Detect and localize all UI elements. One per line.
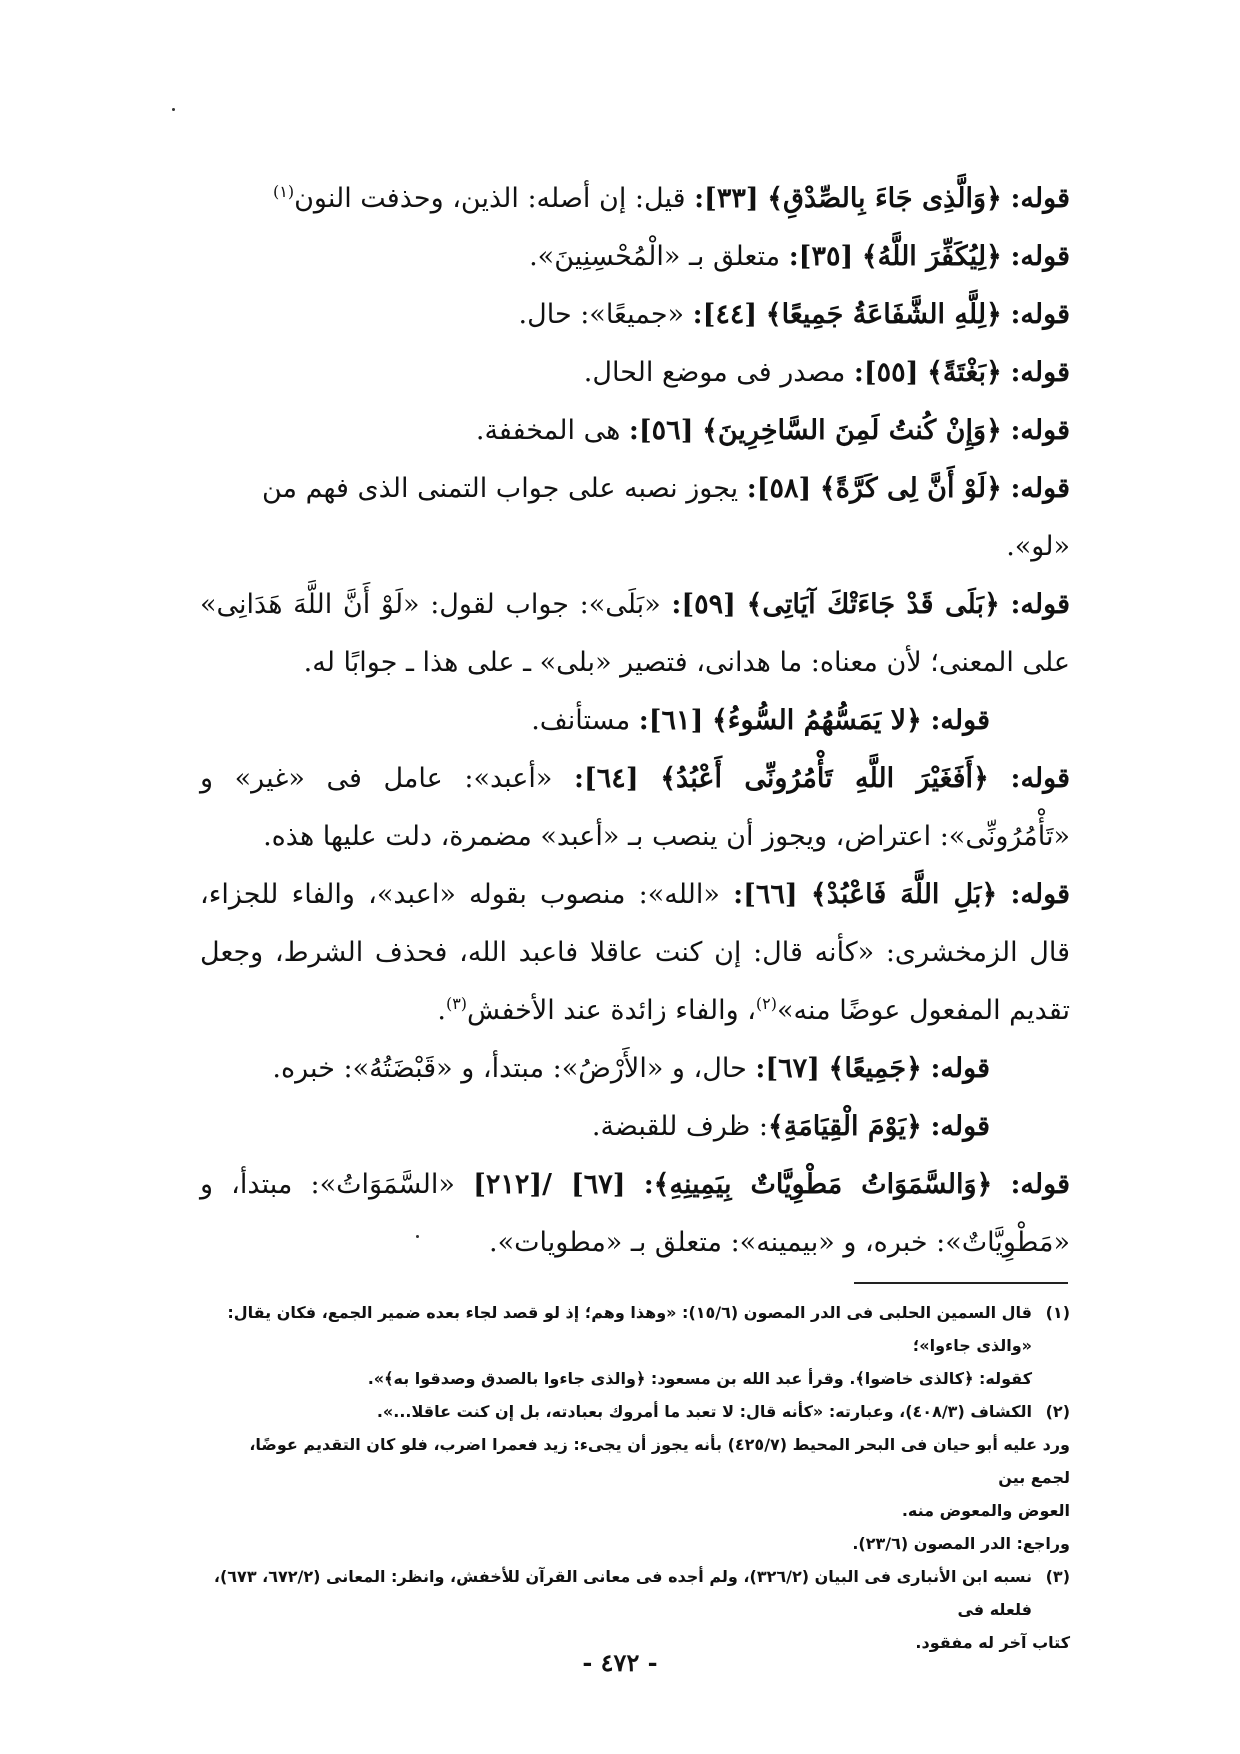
entry-text-cont: ، والفاء زائدة عند الأخفش	[467, 995, 756, 1026]
main-text	[200, 170, 1070, 1272]
quran-quote: ﴿لِيُكَفِّرَ اللَّهُ﴾	[861, 241, 1002, 272]
entry-label: قوله:	[1010, 299, 1070, 330]
footnote-body	[210, 1296, 1032, 1395]
footnote-1	[210, 1296, 1070, 1395]
footnote-line: قال السمين الحلبى فى الدر المصون (١٥/٦): «وهذا وهم؛ إذ لو قصد لجاء بعده ضمير الجمع، فكان يقال: «والذى جاءوا»؛	[227, 1303, 1032, 1355]
entry-text: «الله»: منصوب بقوله «اعبد»، والفاء للجزاء، قال الزمخشرى: «كأنه قال: إن كنت عاقلا فاعبد الله، فحذف الشرط، وجعل تقديم المفعول عوضًا منه»	[200, 879, 1070, 1026]
entry-61	[200, 692, 1070, 750]
quran-quote: ﴿أَفَغَيْرَ اللَّهِ تَأْمُرُونِّى أَعْبُدُ﴾	[660, 763, 989, 794]
ayah-number: [٥٨]:	[746, 473, 812, 504]
footnote-body	[210, 1560, 1032, 1626]
entry-66	[200, 866, 1070, 1040]
entry-58	[200, 460, 1070, 576]
footnotes	[210, 1296, 1070, 1659]
entry-64	[200, 750, 1070, 866]
entry-35	[200, 228, 1070, 286]
entry-label: قوله:	[1010, 357, 1070, 388]
ayah-number: [٦٦]:	[733, 879, 798, 910]
entry-label: قوله:	[1010, 415, 1070, 446]
quran-quote: ﴿بَلِ اللَّهَ فَاعْبُدْ﴾	[810, 879, 998, 910]
scan-speck	[172, 108, 175, 111]
entry-text: متعلق بـ «الْمُحْسِنِينَ».	[529, 241, 781, 272]
entry-label: قوله:	[1010, 183, 1070, 214]
quran-quote: ﴿بَلَى قَدْ جَاءَتْكَ آيَاتِى﴾	[746, 589, 1000, 620]
ayah-number: [٣٥]:	[788, 241, 854, 272]
scan-speck	[416, 1235, 419, 1238]
footnote-divider	[854, 1282, 1068, 1284]
entry-text: مستأنف.	[531, 705, 631, 736]
footnote-line: ورد عليه أبو حيان فى البحر المحيط (٤٢٥/٧) بأنه يجوز أن يجىء: زيد فعمرا اضرب، فلو كان التقديم عوضًا، لجمع بين	[249, 1435, 1070, 1487]
entry-text: قيل: إن أصله: الذين، وحذفت النون	[294, 183, 686, 214]
footnote-line: وراجع: الدر المصون (٢٣/٦).	[852, 1534, 1070, 1553]
ayah-number: [٦١]:	[638, 705, 704, 736]
quran-quote: ﴿وَإِنْ كُنتُ لَمِنَ السَّاخِرِينَ﴾	[702, 415, 1002, 446]
ayah-number: [٦٧]:	[755, 1053, 820, 1084]
ayah-number: [٦٧] /[٢١٢]	[473, 1169, 626, 1200]
entry-label: قوله:	[1010, 473, 1070, 504]
entry-label: قوله:	[1010, 241, 1070, 272]
entry-text: حال، و «الأَرْضُ»: مبتدأ، و «قَبْضَتُهُ»: خبره.	[272, 1053, 747, 1084]
entry-55	[200, 344, 1070, 402]
quran-quote: ﴿بَغْتَةً﴾	[927, 357, 1002, 388]
entry-59	[200, 576, 1070, 692]
entry-samawat	[200, 1156, 1070, 1272]
entry-text-end: .	[437, 995, 446, 1026]
footnote-line: الكشاف (٤٠٨/٣)، وعبارته: «كأنه قال: لا تعبد ما أمروك بعبادته، بل إن كنت عاقلا...».	[376, 1402, 1032, 1421]
page-number: - ٤٧٢ -	[582, 1648, 658, 1677]
ayah-number: [٥٥]:	[853, 357, 919, 388]
entry-qiyama	[200, 1098, 1070, 1156]
quran-quote: ﴿لِلَّهِ الشَّفَاعَةُ جَمِيعًا﴾	[765, 299, 1002, 330]
entry-label: قوله:	[930, 1053, 990, 1084]
entry-label: قوله:	[1010, 879, 1070, 910]
entry-text: مصدر فى موضع الحال.	[583, 357, 846, 388]
ayah-number: [٥٦]:	[628, 415, 694, 446]
entry-text: «بَلَى»: جواب لقول: «لَوْ أَنَّ اللَّهَ هَدَانِى» على المعنى؛ لأن معناه: ما هدانى، فتصير «بلى» ـ على هذا ـ جوابًا له.	[200, 589, 1070, 678]
footnote-line: نسبه ابن الأنبارى فى البيان (٣٢٦/٢)، ولم أجده فى معانى القرآن للأخفش، وانظر: المعانى (٦٧٢/٢، ٦٧٣)، فلعله فى	[213, 1567, 1032, 1619]
entry-67	[200, 1040, 1070, 1098]
quran-quote: ﴿يَوْمَ الْقِيَامَةِ﴾	[767, 1111, 922, 1142]
footnote-ref[interactable]: (٣)	[445, 994, 468, 1013]
quran-quote: ﴿لَوْ أَنَّ لِى كَرَّةً﴾	[819, 473, 1002, 504]
ayah-number: [٤٤]:	[692, 299, 758, 330]
footnote-3	[210, 1560, 1070, 1626]
entry-text: يجوز نصبه على جواب التمنى الذى فهم من «لو».	[261, 473, 1070, 562]
footnote-line: كتاب آخر له مفقود.	[915, 1633, 1070, 1652]
entry-label: قوله:	[1010, 763, 1071, 794]
entry-56	[200, 402, 1070, 460]
quran-quote: ﴿لا يَمَسُّهُمُ السُّوءُ﴾	[711, 705, 922, 736]
footnote-ref[interactable]: (١)	[272, 182, 295, 201]
entry-label: قوله:	[1010, 589, 1070, 620]
entry-text: «جميعًا»: حال.	[518, 299, 685, 330]
quran-quote: ﴿وَالسَّمَوَاتُ مَطْوِيَّاتٌ بِيَمِينِهِ﴾:	[643, 1169, 993, 1200]
footnote-2	[210, 1395, 1070, 1428]
footnote-body	[210, 1395, 1032, 1428]
entry-label: قوله:	[930, 705, 990, 736]
entry-text: : ظرف للقبضة.	[591, 1111, 768, 1142]
ayah-number: [٦٤]:	[574, 763, 639, 794]
entry-33	[200, 170, 1070, 228]
entry-44	[200, 286, 1070, 344]
entry-text: هى المخففة.	[475, 415, 621, 446]
footnote-line: كقوله: ﴿كالذى خاضوا﴾. وقرأ عبد الله بن مسعود: ﴿والذى جاءوا بالصدق وصدقوا به﴾».	[367, 1369, 1032, 1388]
footnote-number: (١)	[1045, 1303, 1070, 1322]
footnote-line: العوض والمعوض منه.	[901, 1501, 1070, 1520]
entry-label: قوله:	[930, 1111, 990, 1142]
footnote-number: (٣)	[1045, 1567, 1070, 1586]
ayah-number: [٥٩]:	[671, 589, 736, 620]
quran-quote: ﴿وَالَّذِى جَاءَ بِالصِّدْقِ﴾	[767, 183, 1002, 214]
ayah-number: [٣٣]:	[694, 183, 759, 214]
footnote-number: (٢)	[1045, 1402, 1070, 1421]
entry-text: «أعبد»: عامل فى «غير» و «تَأْمُرُونِّى»: اعتراض، ويجوز أن ينصب بـ «أعبد» مضمرة، دلت عليها هذه.	[200, 763, 1070, 852]
quran-quote: ﴿جَمِيعًا﴾	[828, 1053, 922, 1084]
entry-text: «السَّمَوَاتُ»: مبتدأ، و «مَطْوِيَّاتٌ»: خبره، و «بيمينه»: متعلق بـ «مطويات».	[200, 1169, 1070, 1258]
footnote-ref[interactable]: (٢)	[755, 994, 778, 1013]
entry-label: قوله:	[1010, 1169, 1070, 1200]
